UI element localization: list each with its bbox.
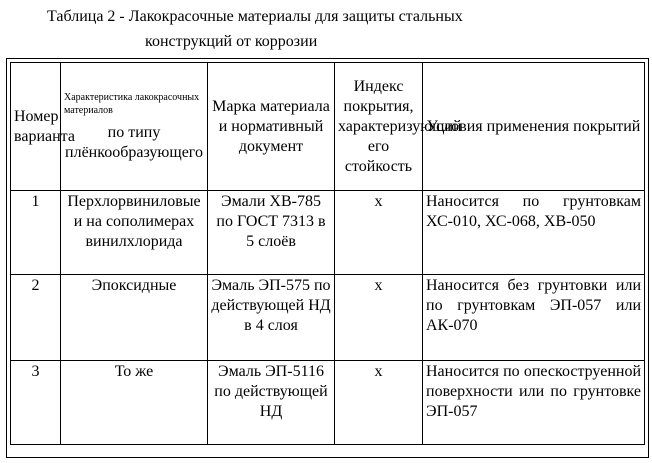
caption-line-2: конструкций от коррозии [145, 33, 318, 50]
cell-type: Эпоксидные [61, 275, 208, 361]
cell-conditions: Наносится по опескоструенной поверхности или по грунтовке ЭП-057 [423, 361, 645, 445]
cell-num: 2 [11, 275, 61, 361]
header-characteristic-main: по типу плёнкообразующего [65, 123, 203, 161]
cell-index: x [335, 191, 423, 275]
cell-conditions: Наносится по грунтовкам ХС-010, ХС-068, ХВ-050 [423, 191, 645, 275]
cell-type: То же [61, 361, 208, 445]
header-index: Индекс покрытия, характеризующий его стойкость [335, 63, 423, 191]
header-variant-number: Номер варианта [11, 63, 61, 191]
cell-num: 1 [11, 191, 61, 275]
table-frame [6, 58, 649, 458]
header-row [11, 63, 645, 191]
header-characteristic-small: Характеристика лакокрасочных материалов [64, 91, 200, 116]
cell-brand: Эмали ХВ-785 по ГОСТ 7313 в 5 слоёв [208, 191, 335, 275]
materials-table [10, 62, 645, 445]
cell-index: x [335, 361, 423, 445]
table-row [11, 361, 645, 445]
header-conditions: Условия применения покрытий [423, 63, 645, 191]
cell-conditions: Наносится без грунтовки или по грунтовкам ЭП-057 или АК-070 [423, 275, 645, 361]
header-brand: Марка материала и нормативный документ [208, 63, 335, 191]
table-row [11, 191, 645, 275]
caption-line-1: Таблица 2 - Лакокрасочные материалы для защиты стальных [47, 8, 463, 25]
cell-index: x [335, 275, 423, 361]
table-row [11, 275, 645, 361]
cell-brand: Эмаль ЭП-575 по действующей НД в 4 слоя [208, 275, 335, 361]
cell-num: 3 [11, 361, 61, 445]
header-characteristic [61, 63, 208, 191]
cell-brand: Эмаль ЭП-5116 по действующей НД [208, 361, 335, 445]
cell-type: Перхлорвиниловые и на сополимерах винилхлорида [61, 191, 208, 275]
